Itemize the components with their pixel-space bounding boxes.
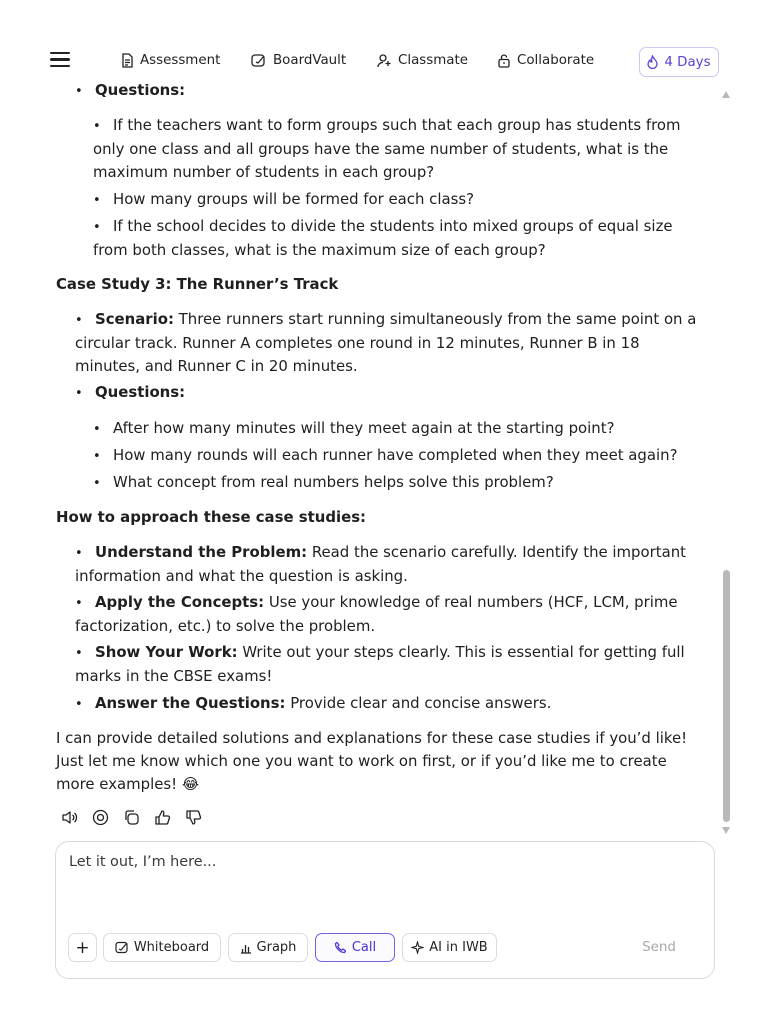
- questions-heading: • Questions:: [75, 381, 185, 405]
- nav-assessment[interactable]: [121, 53, 220, 68]
- approach-title: How to approach these case studies:: [56, 508, 367, 526]
- lock-icon: [497, 53, 511, 68]
- list-item: • If the school decides to divide the students into mixed groups of equal size from both classes, what is the maximum size of each group?: [93, 215, 708, 262]
- list-item: • Understand the Problem: Read the scenario carefully. Identify the important information and what the question is asking.: [75, 541, 705, 588]
- whiteboard-label: Whiteboard: [133, 940, 210, 955]
- speaker-icon[interactable]: [60, 808, 79, 827]
- call-label: Call: [351, 940, 377, 955]
- nav-boardvault[interactable]: [251, 53, 346, 68]
- streak-label: 4 Days: [664, 54, 711, 70]
- case-study-3-title: Case Study 3: The Runner’s Track: [56, 275, 339, 293]
- list-item: • What concept from real numbers helps solve this problem?: [93, 471, 708, 495]
- ai-in-iwb-label: AI in IWB: [429, 940, 488, 955]
- stop-icon[interactable]: [91, 808, 110, 827]
- copy-icon[interactable]: [122, 808, 141, 827]
- whiteboard-button[interactable]: [103, 933, 221, 962]
- thumbs-down-icon[interactable]: [184, 808, 203, 827]
- nav-classmate[interactable]: [377, 53, 468, 68]
- scroll-up-icon[interactable]: [722, 91, 730, 98]
- top-navigation-bar: [0, 0, 768, 84]
- flame-icon: [647, 55, 658, 69]
- menu-icon[interactable]: [50, 52, 72, 70]
- nav-collaborate-label: Collaborate: [517, 53, 595, 68]
- scenario-item: • Scenario: Three runners start running simultaneously from the same point on a circular track. Runner A completes one round in 12 minutes, Runner B in 18 minutes, and Runner C in 20 minutes.: [75, 308, 705, 378]
- bar-chart-icon: [240, 942, 252, 954]
- chat-message: [0, 84, 768, 840]
- message-composer: [55, 841, 715, 979]
- whiteboard-icon: [115, 941, 129, 954]
- add-button[interactable]: [68, 933, 97, 962]
- nav-boardvault-label: BoardVault: [273, 53, 347, 68]
- list-item: • Answer the Questions: Provide clear and concise answers.: [75, 692, 705, 716]
- nav-assessment-label: Assessment: [140, 53, 221, 68]
- closing-paragraph: I can provide detailed solutions and explanations for these case studies if you’d like! Just let me know which one you want to work on first, or if you’d like me to create more examples! 😂: [56, 729, 688, 793]
- streak-badge[interactable]: [639, 47, 719, 77]
- scroll-down-icon[interactable]: [722, 827, 730, 834]
- list-item: • How many rounds will each runner have completed when they meet again?: [93, 444, 708, 468]
- nav-collaborate[interactable]: [497, 53, 594, 68]
- questions-heading: • Questions:: [75, 84, 185, 103]
- graph-button[interactable]: [228, 933, 308, 962]
- call-button[interactable]: [315, 933, 395, 962]
- message-input[interactable]: [69, 854, 699, 914]
- graph-label: Graph: [256, 940, 297, 955]
- user-plus-icon: [377, 53, 392, 68]
- edit-board-icon: [251, 53, 267, 68]
- ai-in-iwb-button[interactable]: [402, 933, 497, 962]
- message-actions: [60, 808, 203, 827]
- phone-icon: [334, 941, 347, 954]
- list-item: • Show Your Work: Write out your steps clearly. This is essential for getting full marks in the CBSE exams!: [75, 641, 705, 688]
- send-button[interactable]: Send: [642, 940, 676, 955]
- thumbs-up-icon[interactable]: [153, 808, 172, 827]
- list-item: • After how many minutes will they meet again at the starting point?: [93, 417, 708, 441]
- sparkle-icon: [411, 941, 424, 954]
- document-icon: [121, 53, 134, 68]
- list-item: • How many groups will be formed for each class?: [93, 188, 708, 212]
- nav-classmate-label: Classmate: [398, 53, 468, 68]
- scrollbar-thumb[interactable]: [723, 570, 730, 822]
- plus-icon: +: [75, 937, 90, 958]
- list-item: • If the teachers want to form groups such that each group has students from only one class and all groups have the same number of students, what is the maximum number of students in each group?: [93, 114, 708, 184]
- list-item: • Apply the Concepts: Use your knowledge of real numbers (HCF, LCM, prime factorization, etc.) to solve the problem.: [75, 591, 705, 638]
